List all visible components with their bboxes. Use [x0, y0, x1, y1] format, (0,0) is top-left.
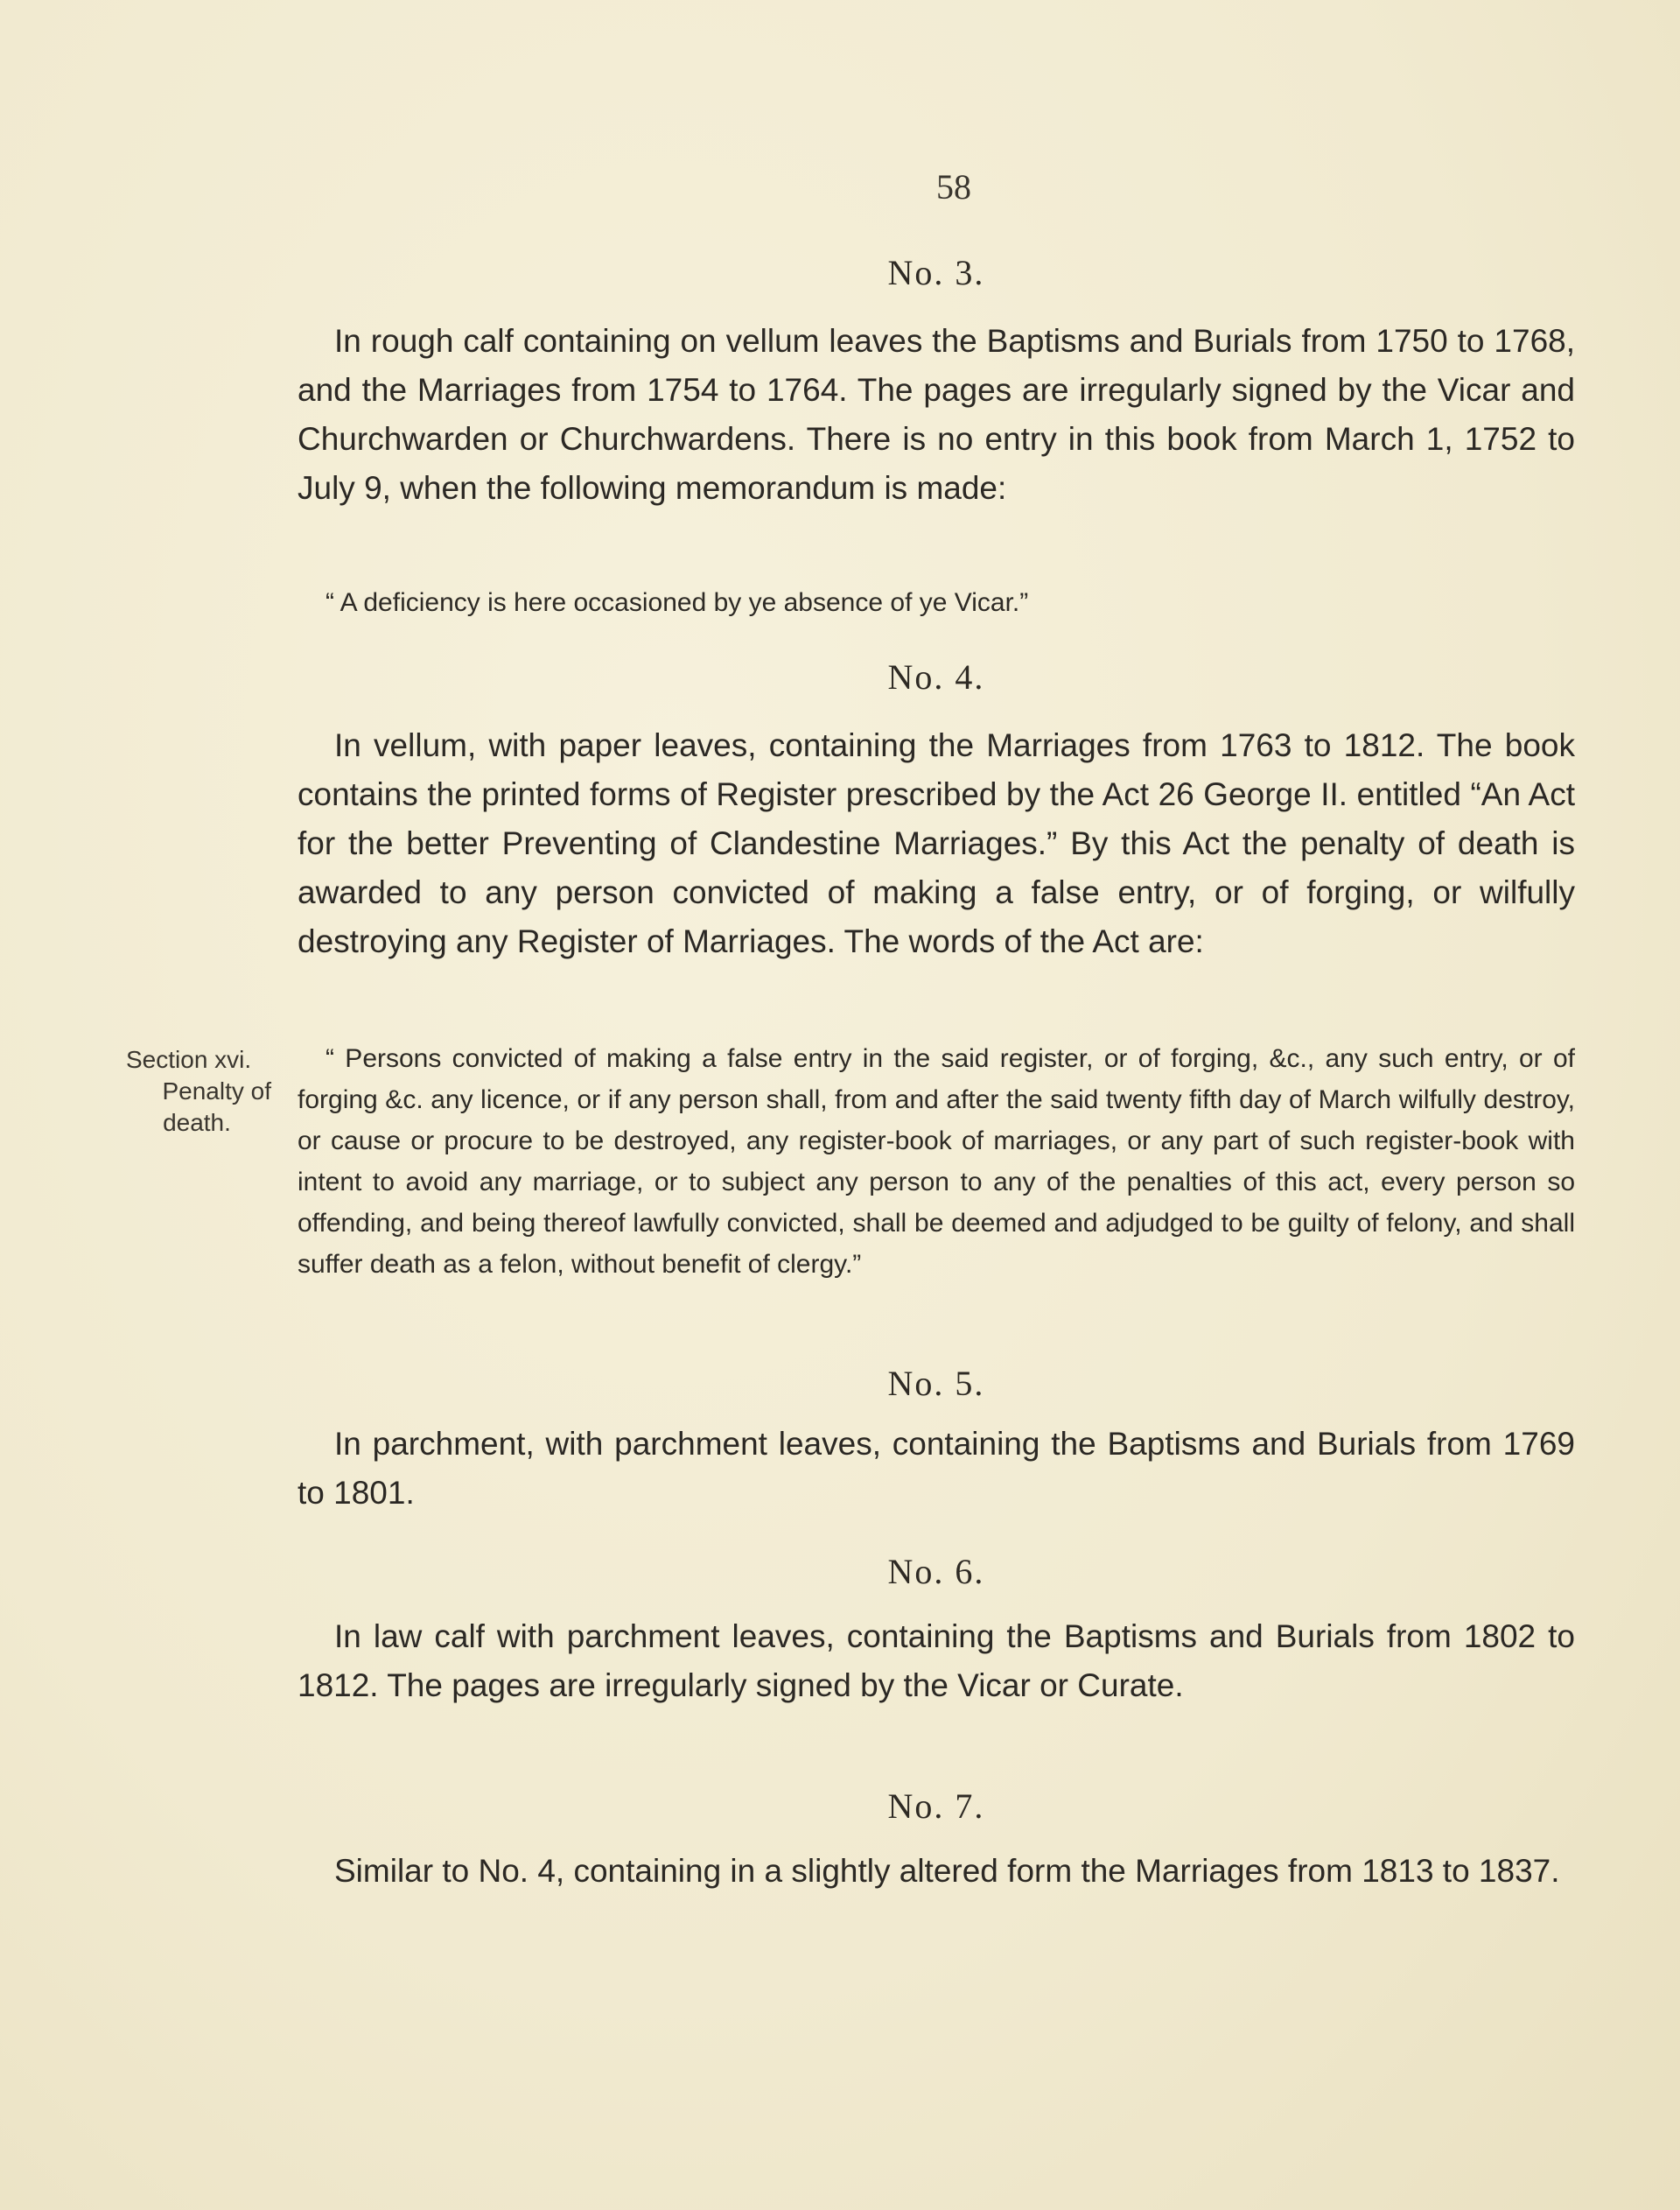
page-number: 58: [936, 167, 971, 207]
entry-paragraph: In parchment, with parchment leaves, containing the Baptisms and Burials from 1769 to 1801.: [298, 1426, 1575, 1511]
margin-note-section: Section xvi.: [126, 1046, 252, 1073]
quotation: “ A deficiency is here occasioned by ye absence of ye Vicar.”: [326, 588, 1029, 617]
margin-note-title: Penalty of: [162, 1077, 271, 1105]
entry-heading: No. 5.: [887, 1364, 985, 1403]
entry-heading: No. 6.: [887, 1552, 985, 1591]
act-quotation: “ Persons convicted of making a false entry in the said register, or of forging, &c., any such entry, or of forging &c. any licence, or if any person shall, from and after the said twenty fifth day of March wilfully destroy, or cause or procure to be destroyed, any register-book of marriages, or any part of such register-book with intent to avoid any marriage, or to subject any person to any of the penalties of this act, every person so offending, and being thereof lawfully convicted, shall be deemed and adjudged to be guilty of felony, and shall suffer death as a felon, without benefit of clergy.”: [298, 1044, 1575, 1279]
entry-paragraph: Similar to No. 4, containing in a slightly altered form the Marriages from 1813 to 1837.: [334, 1853, 1560, 1889]
entry-paragraph: In vellum, with paper leaves, containing the Marriages from 1763 to 1812. The book contains the printed forms of Register prescribed by the Act 26 George II. entitled “An Act for the better Preventing of Clandestine Marriages.” By this Act the penalty of death is awarded to any person convicted of making a false entry, or of forging, or wilfully destroying any Register of Marriages. The words of the Act are:: [298, 727, 1575, 959]
entry-heading: No. 4.: [887, 657, 985, 697]
entry-heading: No. 7.: [887, 1786, 985, 1826]
margin-note: [114, 1044, 271, 1139]
entry-heading: No. 3.: [887, 253, 985, 292]
entry-paragraph: In law calf with parchment leaves, containing the Baptisms and Burials from 1802 to 1812. The pages are irregularly signed by the Vicar or Curate.: [298, 1618, 1575, 1703]
entry-paragraph: In rough calf containing on vellum leaves the Baptisms and Burials from 1750 to 1768, and the Marriages from 1754 to 1764. The pages are irregularly signed by the Vicar and Churchwarden or Churchwardens. There is no entry in this book from March 1, 1752 to July 9, when the following memorandum is made:: [298, 323, 1575, 506]
margin-note-title-cont: death.: [163, 1109, 231, 1136]
